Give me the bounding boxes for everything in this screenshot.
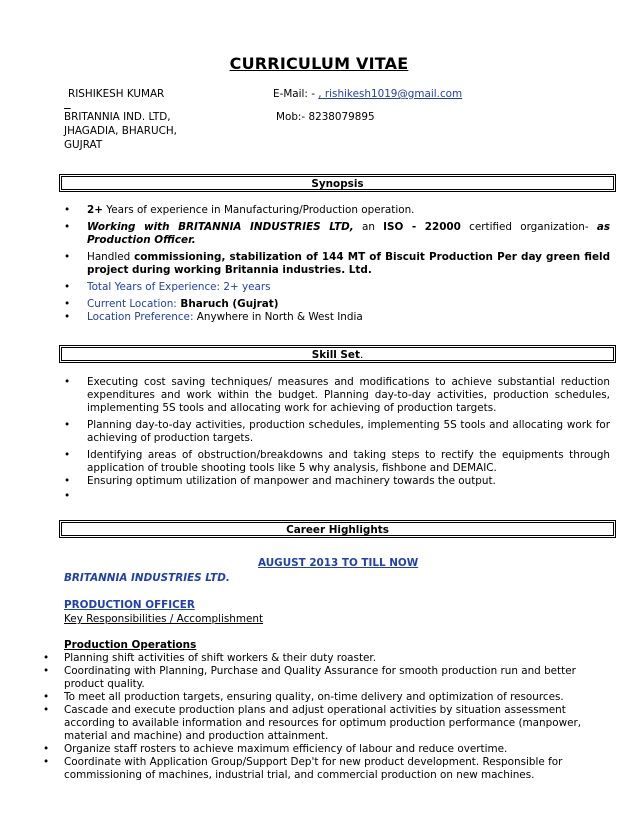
list-item: • Organize staff rosters to achieve maximum efficiency of labour and reduce overtime.	[43, 743, 603, 756]
list-item: • Working with BRITANNIA INDUSTRIES LTD, an ISO - 22000 certified organization- as Production Officer.	[64, 221, 610, 247]
synopsis-list	[64, 204, 610, 324]
responsibilities-label: Key Responsibilities / Accomplishment	[64, 613, 264, 625]
list-item: • Executing cost saving techniques/ measures and modifications to achieve substantial reduction expenditures and work within the budget. Planning day-to-day activities, production schedules, implementing 5S tools and allocating work for achieving of production targets.	[64, 376, 610, 415]
period: AUGUST 2013 TO TILL NOW	[258, 557, 419, 569]
list-item: • Coordinate with Application Group/Support Dep't for new product development. Responsible for commissioning of machines, industrial trial, and commercial production on new machines.	[43, 756, 603, 782]
list-item: • 2+ Years of experience in Manufacturing/Production operation.	[64, 204, 610, 217]
list-item	[64, 490, 610, 503]
list-item: • Coordinating with Planning, Purchase and Quality Assurance for smooth production run and better product quality.	[43, 665, 603, 691]
dash-mark	[64, 98, 71, 111]
role-title: PRODUCTION OFFICER	[64, 599, 195, 611]
skills-heading: Skill Set.	[311, 349, 364, 361]
email-link[interactable]: , rishikesh1019@gmail.com	[318, 88, 463, 100]
list-item: • Planning shift activities of shift workers & their duty roaster.	[43, 652, 603, 665]
mobile-number: Mob:- 8238079895	[276, 111, 375, 123]
list-item: • Total Years of Experience: 2+ years	[64, 281, 610, 294]
skills-list	[64, 376, 610, 503]
email-line	[273, 88, 462, 101]
synopsis-heading-bar	[59, 174, 616, 192]
company-name: BRITANNIA INDUSTRIES LTD.	[64, 572, 230, 584]
address-line-1: JHAGADIA, BHARUCH,	[64, 125, 177, 137]
list-item: • Handled commissioning, stabilization of 144 MT of Biscuit Production Per day green field project during working Britannia industries. Ltd.	[64, 251, 610, 277]
address-line-2: GUJRAT	[64, 139, 103, 151]
list-item: • Identifying areas of obstruction/breakdowns and taking steps to rectify the equipments through application of trouble shooting tools like 5 why analysis, fishbone and DEMAIC.	[64, 449, 610, 475]
career-heading: Career Highlights	[286, 524, 389, 536]
list-item: • To meet all production targets, ensuring quality, on-time delivery and optimization of resources.	[43, 691, 603, 704]
document-title: CURRICULUM VITAE	[229, 54, 409, 73]
section-title: Production Operations	[64, 639, 197, 651]
list-item: • Location Preference: Anywhere in North & West India	[64, 311, 610, 324]
company-line: BRITANNIA IND. LTD,	[64, 111, 171, 123]
list-item: • Cascade and execute production plans and adjust operational activities by situation assessment according to available information and resources for optimum production performance (manpower, material and machine) and production attainment.	[43, 704, 603, 743]
candidate-name: RISHIKESH KUMAR	[68, 88, 165, 100]
career-heading-bar	[59, 520, 616, 538]
skills-heading-bar	[59, 345, 616, 363]
production-ops-list	[43, 652, 603, 782]
email-label: E-Mail: -	[273, 88, 319, 100]
list-item: • Current Location: Bharuch (Gujrat)	[64, 298, 610, 311]
synopsis-heading: Synopsis	[311, 178, 364, 190]
list-item: • Planning day-to-day activities, production schedules, implementing 5S tools and allocating work for achieving of production targets.	[64, 419, 610, 445]
list-item: • Ensuring optimum utilization of manpower and machinery towards the output.	[64, 475, 610, 488]
